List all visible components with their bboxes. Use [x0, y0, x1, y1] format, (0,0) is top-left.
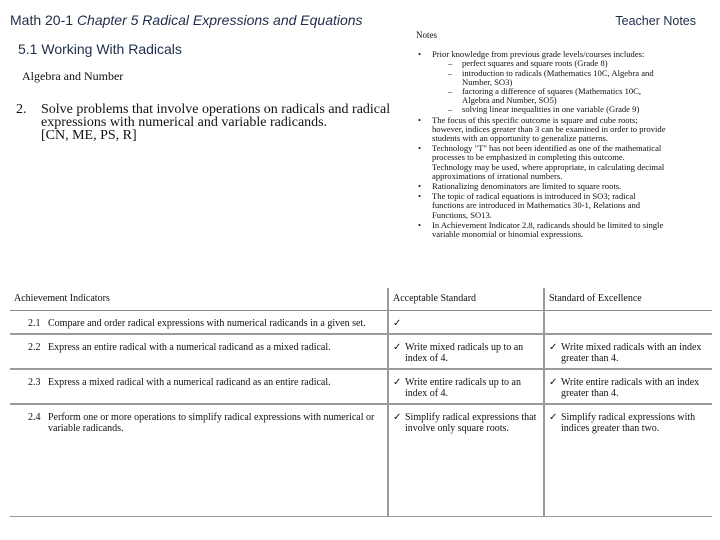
header-standard-of-excellence: Standard of Excellence — [544, 288, 712, 311]
notes-bullet: • The topic of radical equations is introduced in SO3; radical functions are introduced in Mathematics 30-1, Relations and Functions, SO13. — [416, 192, 666, 220]
acceptable-cell — [388, 404, 544, 516]
indicator-text: Compare and order radical expressions with numerical radicands in a given set. — [48, 311, 388, 335]
check-icon: ✓ — [393, 342, 402, 353]
course-name: Math 20-1 — [10, 12, 74, 28]
table-row — [10, 311, 712, 335]
outcome-processes: [CN, ME, PS, R] — [41, 128, 137, 143]
notes-bullet: • The focus of this specific outcome is square and cube roots; however, indices greater than 3 can be examined in order to provide students with an opportunity to generalize patterns. — [416, 116, 666, 144]
notes-sub-item: – perfect squares and square roots (Grade 8) — [432, 59, 666, 68]
excellence-cell — [544, 334, 712, 369]
acceptable-cell — [388, 334, 544, 369]
header-acceptable-standard: Acceptable Standard — [388, 288, 544, 311]
excellence-cell — [544, 311, 712, 335]
indicator-id: 2.1 — [10, 311, 48, 335]
notes-sub-item: – solving linear inequalities in one variable (Grade 9) — [432, 105, 666, 114]
notes-title: Notes — [416, 30, 437, 40]
table-header-row — [10, 288, 712, 311]
indicator-text: Perform one or more operations to simplify radical expressions with numerical or variable radicands. — [48, 404, 388, 516]
indicator-text: Express a mixed radical with a numerical radicand as an entire radical. — [48, 369, 388, 404]
notes-panel — [416, 31, 666, 240]
indicator-id: 2.4 — [10, 404, 48, 516]
acceptable-text — [405, 318, 537, 329]
header-achievement-indicators: Achievement Indicators — [10, 288, 388, 311]
excellence-text: Write entire radicals with an index greater than 4. — [561, 377, 700, 399]
table-row — [10, 404, 712, 516]
acceptable-text: Simplify radical expressions that involve only square roots. — [405, 412, 537, 434]
notes-bullet: • Rationalizing denominators are limited to square roots. — [416, 182, 666, 191]
document-title — [10, 12, 363, 28]
table-row — [10, 334, 712, 369]
notes-sub-item: – factoring a difference of squares (Mathematics 10C, Algebra and Number, SO5) — [432, 87, 666, 105]
indicator-id: 2.3 — [10, 369, 48, 404]
acceptable-cell — [388, 311, 544, 335]
table-row — [10, 369, 712, 404]
excellence-cell — [544, 404, 712, 516]
check-icon: ✓ — [549, 412, 558, 423]
check-icon: ✓ — [549, 342, 558, 353]
notes-sub-item: – introduction to radicals (Mathematics 10C, Algebra and Number, SO3) — [432, 69, 666, 87]
acceptable-text: Write mixed radicals up to an index of 4. — [405, 342, 524, 364]
check-icon: ✓ — [549, 377, 558, 388]
strand-label: Algebra and Number — [22, 69, 124, 83]
indicator-text: Express an entire radical with a numerical radicand as a mixed radical. — [48, 334, 388, 369]
teacher-notes-label: Teacher Notes — [615, 14, 696, 28]
excellence-cell — [544, 369, 712, 404]
section-title: 5.1 Working With Radicals — [18, 41, 182, 57]
excellence-text: Simplify radical expressions with indices greater than two. — [561, 412, 696, 434]
check-icon: ✓ — [393, 318, 402, 329]
specific-outcome — [16, 103, 404, 142]
check-icon: ✓ — [393, 377, 402, 388]
notes-bullet-text: Prior knowledge from previous grade levels/courses includes: — [432, 49, 645, 60]
acceptable-cell — [388, 369, 544, 404]
notes-bullet: • In Achievement Indicator 2.8, radicands should be limited to single variable monomial or binomial expressions. — [416, 221, 666, 239]
acceptable-text: Write entire radicals up to an index of 4. — [405, 377, 521, 399]
notes-bullet: • Technology "T" has not been identified as one of the mathematical processes to be emphasized in completing this outcome. Technology may be used, where appropriate, in calculating decimal approximations of irrational numbers. — [416, 144, 666, 181]
excellence-text: Write mixed radicals with an index greater than 4. — [561, 342, 702, 364]
outcome-number: 2. — [16, 102, 27, 117]
outcome-text: Solve problems that involve operations on radicals and radical expressions with numerical and variable radicands. — [41, 102, 391, 130]
check-icon: ✓ — [393, 412, 402, 423]
achievement-indicators-table — [10, 288, 712, 517]
notes-bullet — [416, 50, 666, 114]
chapter-title: Chapter 5 Radical Expressions and Equations — [76, 12, 363, 28]
indicator-id: 2.2 — [10, 334, 48, 369]
notes-list — [416, 50, 666, 239]
